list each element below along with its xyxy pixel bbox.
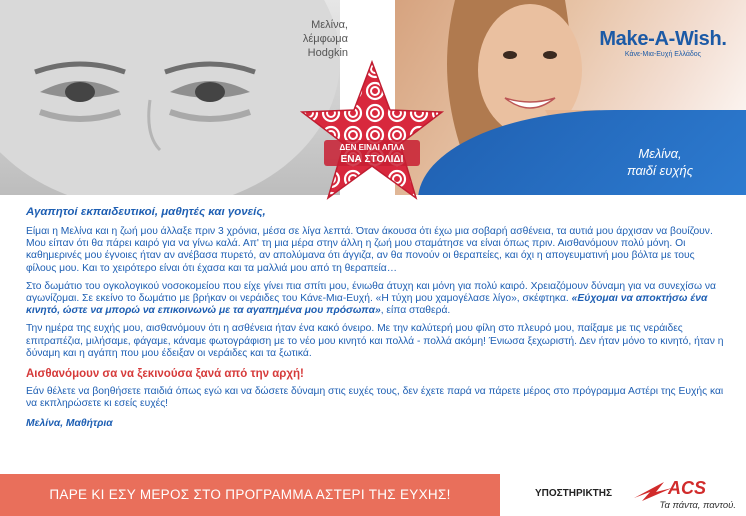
- star-label-line2: ΕΝΑ ΣΤΟΛΙΔΙ: [340, 154, 404, 165]
- wish-star-badge: [298, 58, 446, 206]
- cta-banner: ΠΑΡΕ ΚΙ ΕΣΥ ΜΕΡΟΣ ΣΤΟ ΠΡΟΓΡΑΜΜΑ ΑΣΤΕΡΙ ΤΗΣ ΕΥΧΗΣ!: [0, 474, 500, 516]
- caption-left-diagnosis: λέμφωμα: [302, 33, 348, 45]
- paragraph-2-intro: Στο δωμάτιο του ογκολογικού νοσοκομείου που είχε γίνει πια σπίτι μου, ένιωθα άτυχη και μόνη για πολύ καιρό. Χρειαζόμουν δύναμη για να συνεχίσω να αγωνίζομαι. Σε εκείνο το δωμάτιο με βρήκαν οι νεράιδες του Κάνε-Μια-Ευχή. «Η τύχη μου χαμογέλασε λίγο», σκέφτηκα.: [26, 280, 716, 305]
- star-label: [298, 142, 446, 166]
- letter-body: [26, 206, 726, 429]
- acs-wordmark: ACS: [668, 478, 707, 498]
- logo-tagline: Κάνε-Μια-Ευχή Ελλάδος: [624, 51, 702, 58]
- caption-left-diagnosis-type: Hodgkin: [307, 47, 348, 59]
- paragraph-2-quote: «Εύχομαι να αποκτήσω ένα κινητό, ώστε να μπορώ να επικοινωνώ με τα αγαπημένα μου πρόσωπα»: [26, 293, 708, 317]
- letter-signature: Μελίνα, Μαθήτρια: [26, 418, 113, 430]
- star-icon: [298, 58, 446, 206]
- star-label-line1: ΔΕΝ ΕΙΝΑΙ ΑΠΛΑ: [339, 143, 405, 152]
- caption-right: [600, 145, 720, 179]
- letter-paragraph-2: [26, 281, 726, 318]
- caption-left-name: Μελίνα,: [311, 19, 348, 31]
- caption-right-name: Μελίνα,: [638, 146, 682, 161]
- letter-paragraph-4: Εάν θέλετε να βοηθήσετε παιδιά όπως εγώ και να δώσετε δύναμη στις ευχές τους, δεν έχετε παρά να πάρετε μέρος στο πρόγραμμα Αστέρι της Ευχής και να εκπληρώσετε κι εσείς ευχές!: [26, 386, 724, 410]
- letter-paragraph-3: Την ημέρα της ευχής μου, αισθανόμουν ότι η ασθένεια ήταν ένα κακό όνειρο. Με την καλύτερή μου φίλη στο πλευρό μου, παίξαμε με τις νεράιδες επιτραπέζια, μιλήσαμε, φάγαμε, κάναμε φωτογράφιση με το νέο μου κινητό και πολλά - πολλά ακόμη! Ένιωσα ξεχωριστή. Δεν ήταν μόνο το κινητό, ήταν η δύναμη και η αγάπη που μου έδειξαν οι νεράιδες και τα ξωτικά.: [26, 323, 724, 359]
- paragraph-2-end: , είπα σταθερά.: [380, 305, 451, 317]
- footer: [0, 474, 746, 516]
- letter-paragraph-1: Είμαι η Μελίνα και η ζωή μου άλλαξε πριν 3 χρόνια, μέσα σε λίγα λεπτά. Όταν άκουσα ότι έχω μια σοβαρή ασθένεια, τα αυτιά μου άρχισαν να βουίζουν. Μου είπαν ότι θα πάρει καιρό για να γίνω καλά. Απ' τη μια μέρα στην άλλη η ζωή μου σταμάτησε να είναι όπως πριν. Αισθανόμουν πολύ μόνη. Οι καθημερινές μου έγνοιες ήταν αν ανέβασα πυρετό, αν απολύμανα ότι άγγιζα, αν θα πονούν οι θεραπείες, και όχι η απογευματινή μου βόλτα με τους φίλους μου. Και το χειρότερο είναι ότι έχασα και τα μαλλιά μου από τη θεραπεία…: [26, 226, 713, 274]
- letter-greeting: Αγαπητοί εκπαιδευτικοί, μαθητές και γονείς,: [26, 206, 266, 218]
- logo-brand: Make-A-Wish.: [599, 28, 727, 50]
- caption-right-role: παιδί ευχής: [626, 163, 694, 178]
- caption-left: [250, 18, 348, 60]
- letter-highlight: Αισθανόμουν σα να ξεκινούσα ξανά από την αρχή!: [26, 368, 304, 381]
- acs-logo: [628, 478, 736, 514]
- sponsor-label: ΥΠΟΣΤΗΡΙΚΤΗΣ: [535, 488, 613, 499]
- make-a-wish-logo: [598, 28, 728, 58]
- acs-slogan: Τα πάντα, παντού.: [659, 500, 736, 511]
